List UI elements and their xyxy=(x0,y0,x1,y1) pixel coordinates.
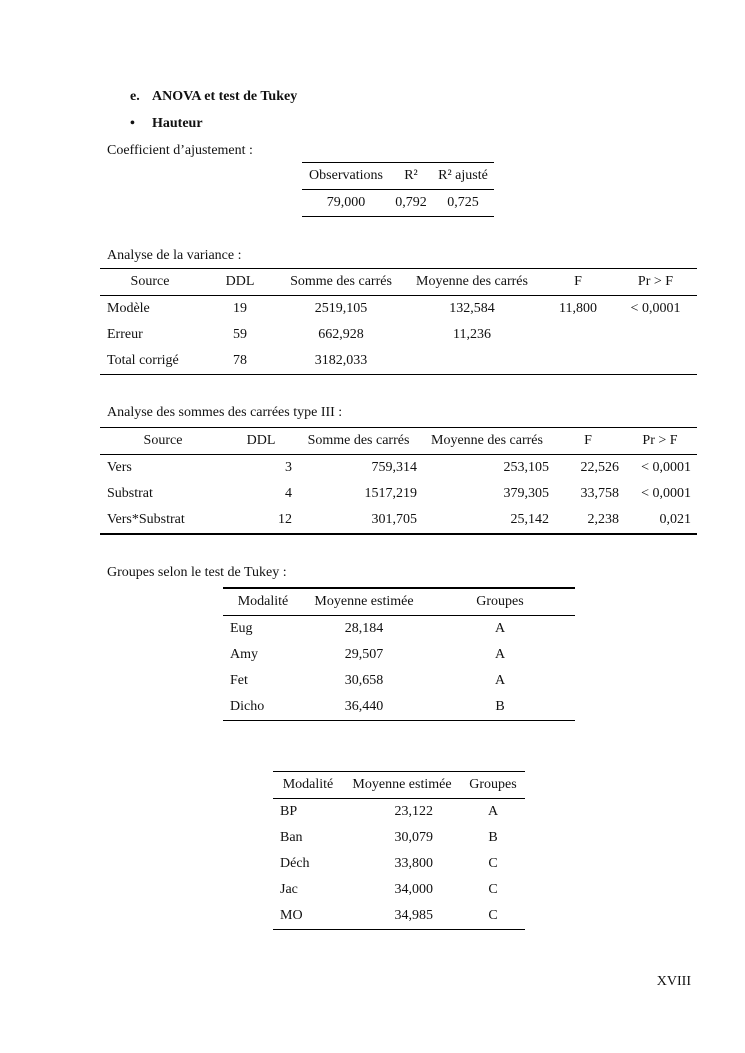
table-cell: C xyxy=(488,882,498,897)
table-cell xyxy=(614,322,697,348)
table-row xyxy=(223,694,575,721)
subsection-heading xyxy=(130,116,203,132)
table-cell: C xyxy=(488,908,498,923)
table-cell: 0,021 xyxy=(659,512,691,527)
table-row xyxy=(100,348,697,375)
table-cell: 662,928 xyxy=(318,327,364,342)
table-row xyxy=(273,903,525,930)
table-cell: 132,584 xyxy=(449,301,495,316)
table-row xyxy=(100,507,697,534)
table-cell: Ban xyxy=(280,830,303,845)
table-cell: A xyxy=(494,621,506,636)
col-header: Pr > F xyxy=(642,433,678,448)
table-row xyxy=(273,799,525,826)
table-cell: Eug xyxy=(230,621,253,636)
section-heading xyxy=(130,89,297,105)
table-cell: Modèle xyxy=(107,301,150,316)
col-header: Somme des carrés xyxy=(307,433,410,448)
table-cell: 0,725 xyxy=(447,195,479,210)
table-cell: A xyxy=(487,804,499,819)
table-cell: < 0,0001 xyxy=(630,301,681,316)
tukey-label: Groupes selon le test de Tukey : xyxy=(107,565,287,580)
col-header: Somme des carrés xyxy=(290,274,392,289)
table-cell: 3 xyxy=(285,460,292,475)
table-header-row xyxy=(302,163,494,190)
tukey-vers-table xyxy=(223,587,575,721)
col-header: R² ajusté xyxy=(438,168,488,183)
table-cell: 3182,033 xyxy=(314,353,368,368)
table-row xyxy=(302,190,494,217)
table-cell: 78 xyxy=(233,353,247,368)
table-row xyxy=(100,322,697,348)
table-cell: 23,122 xyxy=(394,804,433,819)
table-cell: Déch xyxy=(280,856,310,871)
table-header-row xyxy=(223,588,575,616)
table-cell: 379,305 xyxy=(503,486,549,501)
table-cell: A xyxy=(494,647,506,662)
table-cell: 2519,105 xyxy=(314,301,368,316)
table-cell: Vers*Substrat xyxy=(107,512,185,527)
table-cell: 34,000 xyxy=(394,882,433,897)
table-cell: 28,184 xyxy=(344,621,384,636)
page-number: XVIII xyxy=(656,974,691,989)
anova-table xyxy=(100,268,697,375)
table-cell: 301,705 xyxy=(371,512,417,527)
table-cell: B xyxy=(495,699,505,714)
col-header: F xyxy=(584,433,592,448)
table-cell: 19 xyxy=(233,301,247,316)
table-cell xyxy=(402,348,542,375)
col-header: F xyxy=(574,274,582,289)
table-cell xyxy=(542,322,614,348)
col-header: Modalité xyxy=(237,594,289,609)
table-row xyxy=(223,668,575,694)
table-row xyxy=(100,455,697,482)
table-cell: < 0,0001 xyxy=(641,460,691,475)
table-cell: 59 xyxy=(233,327,247,342)
table-cell: Amy xyxy=(230,647,258,662)
table-cell: A xyxy=(494,673,506,688)
table-cell: 36,440 xyxy=(344,699,384,714)
table-cell: MO xyxy=(280,908,303,923)
table-cell: 12 xyxy=(278,512,292,527)
col-header: DDL xyxy=(246,433,276,448)
table-cell: C xyxy=(488,856,498,871)
table-row xyxy=(100,296,697,323)
table-cell: BP xyxy=(280,804,298,819)
table-header-row xyxy=(100,428,697,455)
section-number: e. xyxy=(130,89,140,104)
subsection-title: Hauteur xyxy=(152,116,203,131)
table-cell: 29,507 xyxy=(344,647,384,662)
type3-label: Analyse des sommes des carrées type III : xyxy=(107,405,343,420)
table-cell: B xyxy=(488,830,498,845)
table-header-row xyxy=(273,772,525,799)
table-cell: 33,800 xyxy=(394,856,433,871)
table-cell: 759,314 xyxy=(371,460,417,475)
table-cell: 22,526 xyxy=(580,460,619,475)
table-cell: Dicho xyxy=(230,699,265,714)
table-header-row xyxy=(100,269,697,296)
section-title: ANOVA et test de Tukey xyxy=(152,89,298,104)
col-header: Moyenne des carrés xyxy=(416,274,528,289)
bullet-icon: • xyxy=(130,116,135,131)
table-cell: Substrat xyxy=(107,486,153,501)
table-cell: Erreur xyxy=(107,327,143,342)
table-row xyxy=(100,481,697,507)
col-header: Moyenne des carrés xyxy=(431,433,543,448)
col-header: Modalité xyxy=(282,777,334,792)
col-header: Groupes xyxy=(469,777,517,792)
fit-table xyxy=(302,162,494,217)
table-cell: 4 xyxy=(285,486,292,501)
table-row xyxy=(223,616,575,643)
table-cell: Jac xyxy=(280,882,298,897)
table-cell: Vers xyxy=(107,460,132,475)
col-header: R² xyxy=(404,168,418,183)
table-cell: 34,985 xyxy=(394,908,433,923)
anova-label: Analyse de la variance : xyxy=(107,248,242,263)
col-header: Source xyxy=(130,274,170,289)
col-header: Moyenne estimée xyxy=(314,594,414,609)
table-cell: 30,079 xyxy=(394,830,433,845)
table-cell: 2,238 xyxy=(587,512,619,527)
table-row xyxy=(273,877,525,903)
col-header: Observations xyxy=(309,168,383,183)
col-header: Moyenne estimée xyxy=(352,777,452,792)
table-row xyxy=(273,851,525,877)
table-cell: 25,142 xyxy=(510,512,549,527)
table-cell: 1517,219 xyxy=(364,486,417,501)
table-cell xyxy=(614,348,697,375)
col-header: DDL xyxy=(225,274,255,289)
table-cell: 11,800 xyxy=(559,301,597,316)
table-cell: Total corrigé xyxy=(107,353,179,368)
table-cell: 79,000 xyxy=(326,195,366,210)
col-header: Pr > F xyxy=(637,274,674,289)
fit-label: Coefficient d’ajustement : xyxy=(107,143,253,158)
col-header: Source xyxy=(143,433,183,448)
table-cell: Fet xyxy=(230,673,248,688)
table-cell xyxy=(542,348,614,375)
table-cell: 30,658 xyxy=(344,673,384,688)
type3-table xyxy=(100,427,697,535)
table-row xyxy=(223,642,575,668)
table-cell: 33,758 xyxy=(580,486,619,501)
tukey-substrat-table xyxy=(273,771,525,930)
table-row xyxy=(273,825,525,851)
table-cell: 253,105 xyxy=(503,460,549,475)
table-cell: < 0,0001 xyxy=(641,486,691,501)
col-header: Groupes xyxy=(476,594,524,609)
table-cell: 0,792 xyxy=(395,195,427,210)
table-cell: 11,236 xyxy=(453,327,491,342)
